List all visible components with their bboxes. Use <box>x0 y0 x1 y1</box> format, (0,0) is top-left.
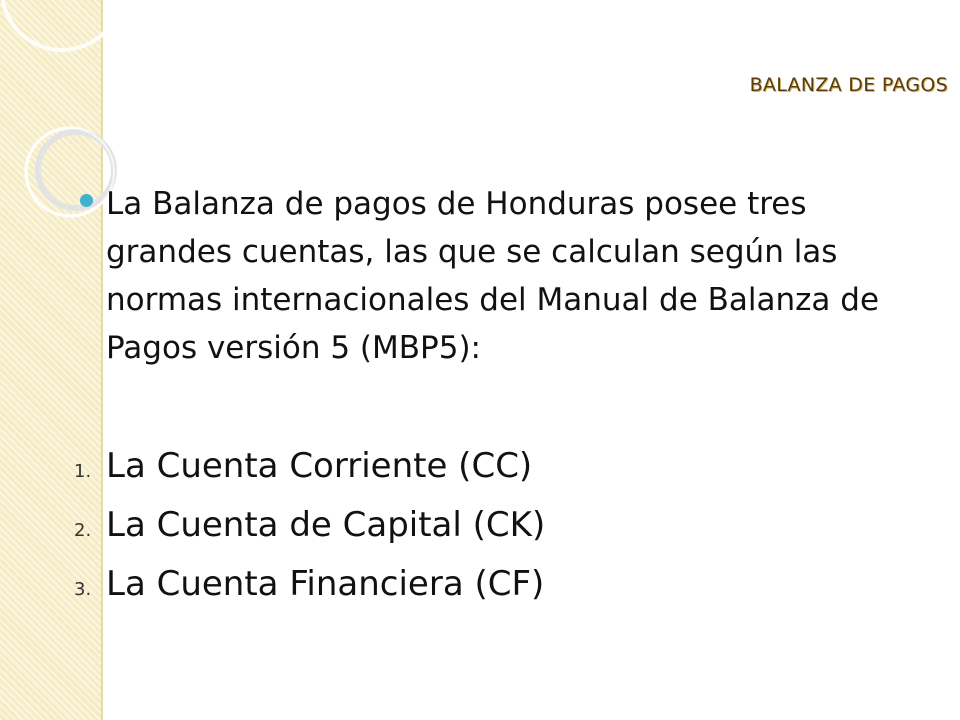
list-marker: 3. <box>74 579 92 600</box>
list-item-text: La Cuenta Financiera (CF) <box>106 564 545 604</box>
list-marker: 1. <box>74 461 92 482</box>
paragraph-text: La Balanza de pagos de Honduras posee tres grandes cuentas, las que se calculan según las normas internacionales del Manual de Balanza de Pagos versión 5 (MBP5): <box>106 186 880 366</box>
bullet-dot-icon <box>80 194 93 207</box>
list-item <box>74 446 914 505</box>
list-item-text: La Cuenta Corriente (CC) <box>106 446 533 486</box>
numbered-list <box>74 446 914 623</box>
list-item <box>74 505 914 564</box>
list-item <box>74 564 914 623</box>
list-marker: 2. <box>74 520 92 541</box>
slide-title: BALANZA DE PAGOS <box>749 74 948 96</box>
list-item-text: La Cuenta de Capital (CK) <box>106 505 546 545</box>
bullet-paragraph <box>80 180 920 372</box>
